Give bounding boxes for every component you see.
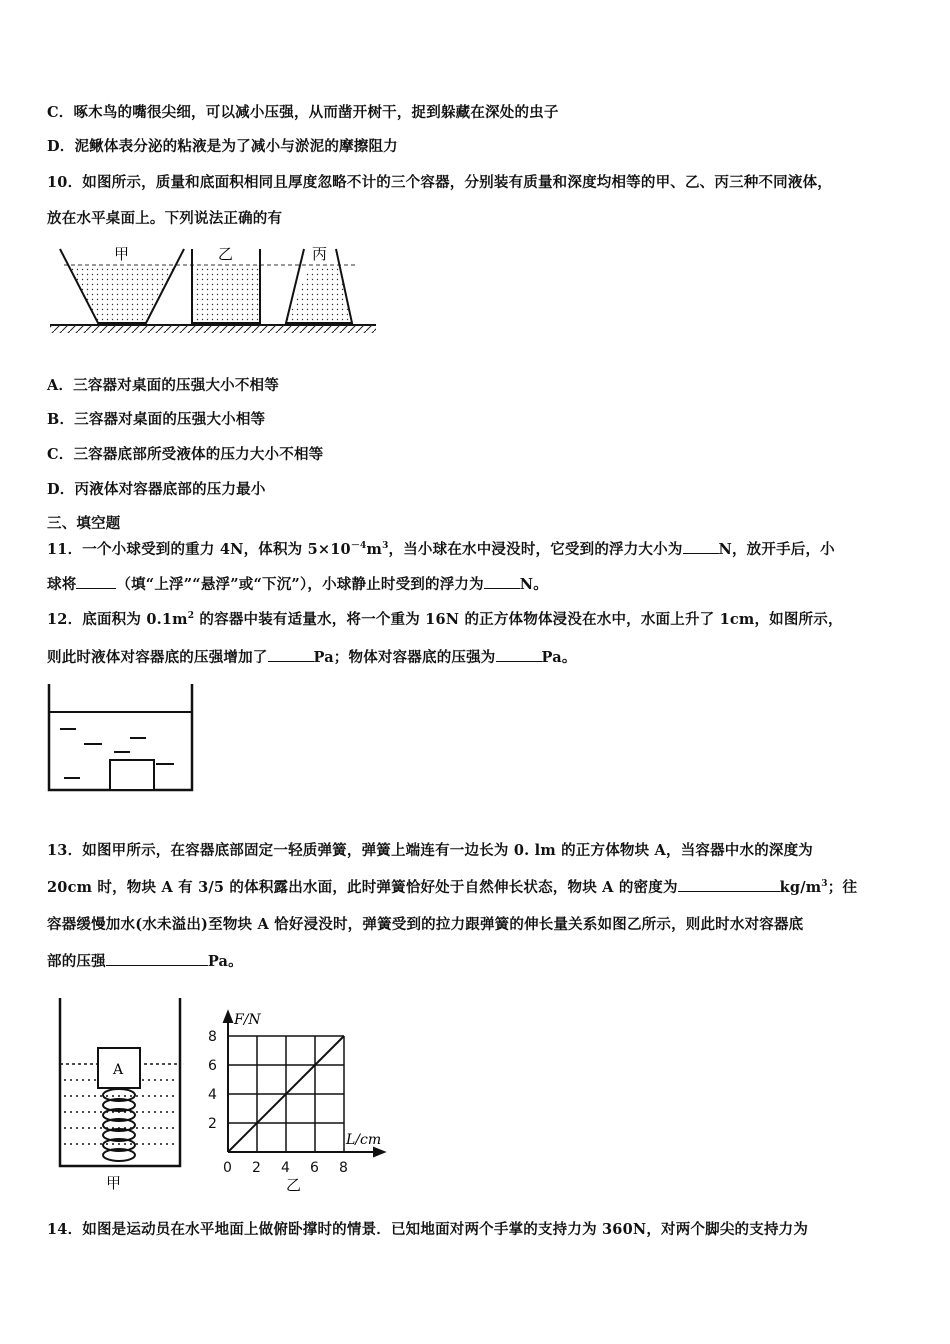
y-tick-label: 8 [208, 1029, 217, 1045]
q13-text-b: ；往 [827, 879, 858, 896]
q10-stem-line2: 放在水平桌面上。下列说法正确的有 [47, 210, 283, 227]
q12-blank-1[interactable] [268, 649, 314, 662]
x-axis-arrow [374, 1148, 384, 1156]
q10-option-b: B．三容器对桌面的压强大小相等 [47, 411, 266, 428]
q13-unit: kg/m [779, 879, 822, 896]
q13-figure-jia [48, 996, 198, 1192]
q11-text-c: N，放开手后，小 [718, 541, 835, 558]
q9-option-d: D．泥鳅体表分泌的粘液是为了减小与淤泥的摩擦阻力 [47, 138, 398, 155]
label-bing: 丙 [312, 245, 328, 263]
q13-line3: 容器缓慢加水(水未溢出)至物块 A 恰好浸没时，弹簧受到的拉力跟弹簧的伸长量关系如图乙所示，则此时水对容器底 [47, 916, 804, 933]
q12-cube-object [110, 760, 154, 790]
q10-option-a: A．三容器对桌面的压强大小不相等 [47, 377, 279, 394]
q13-text-a: 20cm 时，物块 A 有 3/5 的体积露出水面，此时弹簧恰好处于自然伸长状态，物块 A 的密度为 [47, 879, 678, 896]
y-tick-label: 4 [208, 1087, 217, 1103]
q12-container-figure [46, 682, 196, 794]
q13-line1: 13．如图甲所示，在容器底部固定一轻质弹簧，弹簧上端连有一边长为 0. lm 的正方体物块 A，当容器中水的深度为 [47, 842, 814, 859]
x-tick-label: 2 [252, 1160, 261, 1176]
q13-blank-2[interactable] [106, 953, 208, 966]
q12-text-a: 12．底面积为 0.1m [47, 611, 188, 628]
y-axis-label: F/N [234, 1012, 261, 1028]
q13-spring [103, 1089, 135, 1161]
q11-exponent: －4 [350, 541, 367, 552]
q12-line2 [47, 646, 577, 667]
q12-text-d: Pa；物体对容器底的压强为 [313, 649, 496, 666]
x-tick-label: 8 [339, 1160, 348, 1176]
q11-text-f: N。 [519, 576, 548, 593]
label-yi: 乙 [218, 245, 234, 263]
table-hatch [50, 325, 376, 333]
q11-blank-3[interactable] [484, 576, 520, 589]
q12-exponent: 2 [187, 611, 195, 622]
y-tick-label: 2 [208, 1116, 217, 1132]
q11-text-a: 11．一个小球受到的重力 4N，体积为 5×10 [47, 541, 351, 558]
q14-line1: 14．如图是运动员在水平地面上做俯卧撑时的情景．已知地面对两个手掌的支持力为 360N，对两个脚尖的支持力为 [47, 1221, 809, 1238]
q13-line2 [47, 876, 857, 897]
q11-text-d: 球将 [47, 576, 77, 593]
q13-figure-jia-label: 甲 [106, 1174, 122, 1192]
q12-blank-2[interactable] [496, 649, 542, 662]
label-jia: 甲 [114, 245, 130, 263]
x-tick-label: 6 [310, 1160, 319, 1176]
q10-option-d: D．丙液体对容器底部的压力最小 [47, 481, 266, 498]
q11-line1 [47, 538, 835, 559]
y-tick-label: 6 [208, 1058, 217, 1074]
q13-text-d: Pa。 [207, 953, 243, 970]
q11-text-e: （填“上浮”“悬浮”或“下沉”），小球静止时受到的浮力为 [116, 576, 484, 593]
q10-three-containers-figure [46, 243, 382, 338]
q13-block-a-label: A [113, 1062, 124, 1078]
x-tick-label: 4 [281, 1160, 290, 1176]
q11-text-b: ，当小球在水中浸没时，它受到的浮力大小为 [388, 541, 683, 558]
q13-line4 [47, 950, 243, 971]
q11-line2 [47, 573, 548, 594]
y-axis-arrow [224, 1012, 232, 1022]
q11-blank-1[interactable] [683, 541, 719, 554]
q12-text-b: 的容器中装有适量水，将一个重为 16N 的正方体物体浸没在水中，水面上升了 1cm，如图所示， [194, 611, 843, 628]
q10-stem-line1: 10．如图所示，质量和底面积相同且厚度忽略不计的三个容器，分别装有质量和深度均相等的甲、乙、丙三种不同液体， [47, 174, 832, 191]
section-title: 三、填空题 [47, 515, 121, 532]
q11-unit: m [366, 541, 383, 558]
q13-figure-yi-label: 乙 [286, 1176, 302, 1194]
q10-option-c: C．三容器底部所受液体的压力大小不相等 [47, 446, 324, 463]
x-axis-label: L/cm [346, 1132, 382, 1148]
q12-text-c: 则此时液体对容器底的压强增加了 [47, 649, 268, 666]
q11-unit-exponent: 3 [382, 541, 389, 552]
q13-blank-1[interactable] [678, 879, 780, 892]
q12-line1 [47, 608, 843, 629]
q13-text-c: 部的压强 [47, 953, 106, 970]
container-yi-liquid [192, 265, 260, 323]
q9-option-c: C．啄木鸟的嘴很尖细，可以减小压强，从而凿开树干，捉到躲藏在深处的虫子 [47, 104, 559, 121]
q13-unit-exponent: 3 [821, 879, 828, 890]
q13-figure-yi-chart [204, 1004, 394, 1194]
x-tick-label: 0 [223, 1160, 232, 1176]
q12-text-e: Pa。 [541, 649, 577, 666]
q11-blank-2[interactable] [76, 576, 116, 589]
